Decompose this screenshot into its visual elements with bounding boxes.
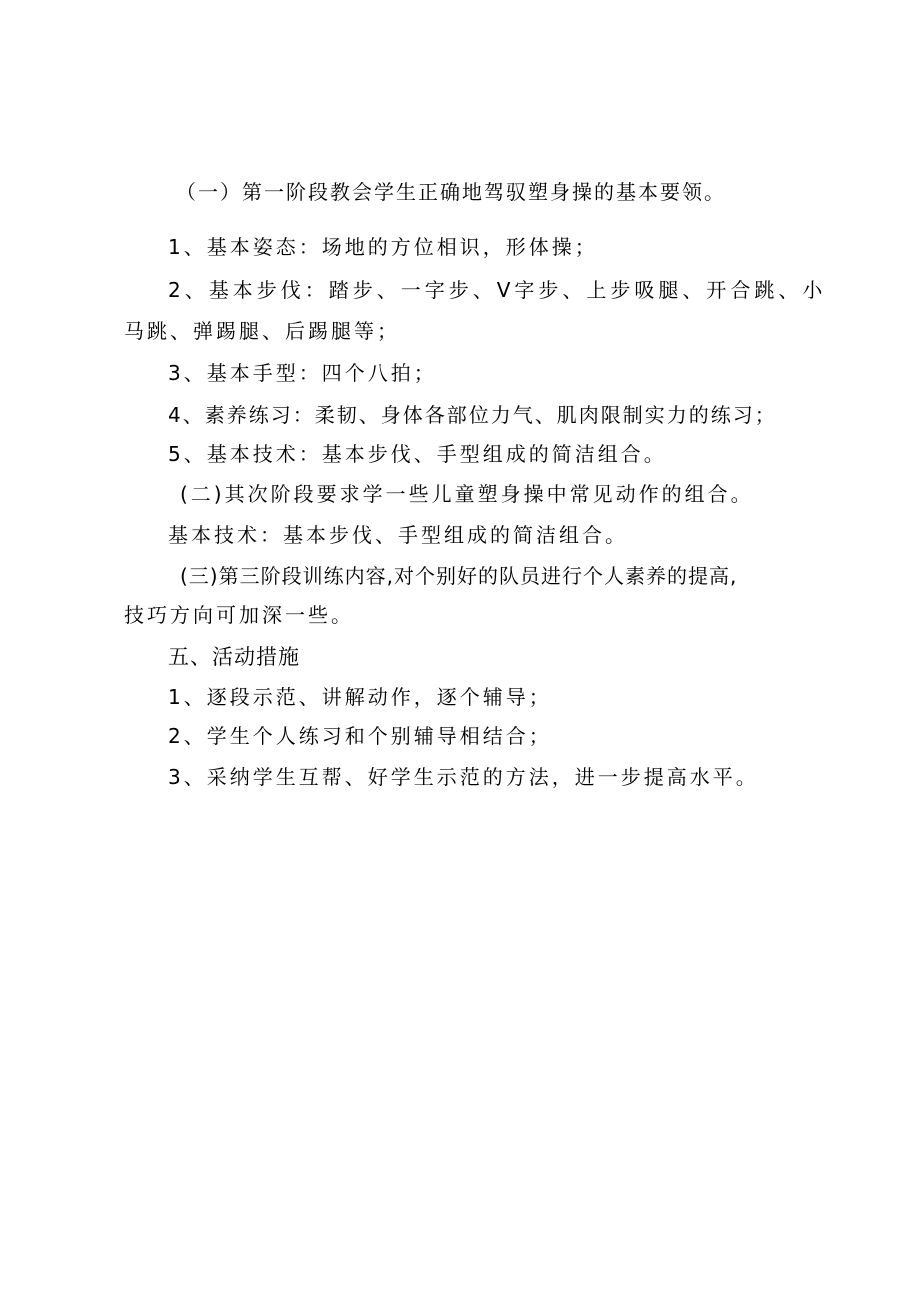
measures-item-1: 1、逐段示范、讲解动作，逐个辅导； — [168, 685, 552, 709]
stage-one-item-1: 1、基本姿态：场地的方位相识，形体操； — [168, 235, 598, 259]
section-three-line-2: 技巧方向可加深一些。 — [124, 603, 354, 627]
stage-one-item-4: 4、素养练习：柔韧、身体各部位力气、肌肉限制实力的练习； — [168, 403, 777, 427]
section-one-title: （一）第一阶段教会学生正确地驾驭塑身操的基本要领。 — [176, 180, 726, 204]
stage-one-item-3: 3、基本手型：四个八拍； — [168, 361, 437, 385]
section-three-line-1: (三)第三阶段训练内容,对个别好的队员进行个人素养的提高, — [180, 564, 738, 588]
stage-one-item-2-line-2: 马跳、弹踢腿、后踢腿等； — [124, 319, 400, 343]
stage-one-item-5: 5、基本技术：基本步伐、手型组成的简洁组合。 — [168, 442, 667, 466]
stage-one-item-2-line-1: 2、基本步伐：踏步、一字步、V字步、上步吸腿、开合跳、小 — [168, 278, 827, 302]
measures-item-2: 2、学生个人练习和个别辅导相结合； — [168, 724, 552, 748]
section-two-title: (二)其次阶段要求学一些儿童塑身操中常见动作的组合。 — [180, 482, 754, 506]
measures-heading: 五、活动措施 — [168, 645, 300, 669]
measures-item-3: 3、采纳学生互帮、好学生示范的方法，进一步提高水平。 — [168, 765, 759, 789]
section-two-body: 基本技术：基本步伐、手型组成的简洁组合。 — [168, 523, 628, 547]
